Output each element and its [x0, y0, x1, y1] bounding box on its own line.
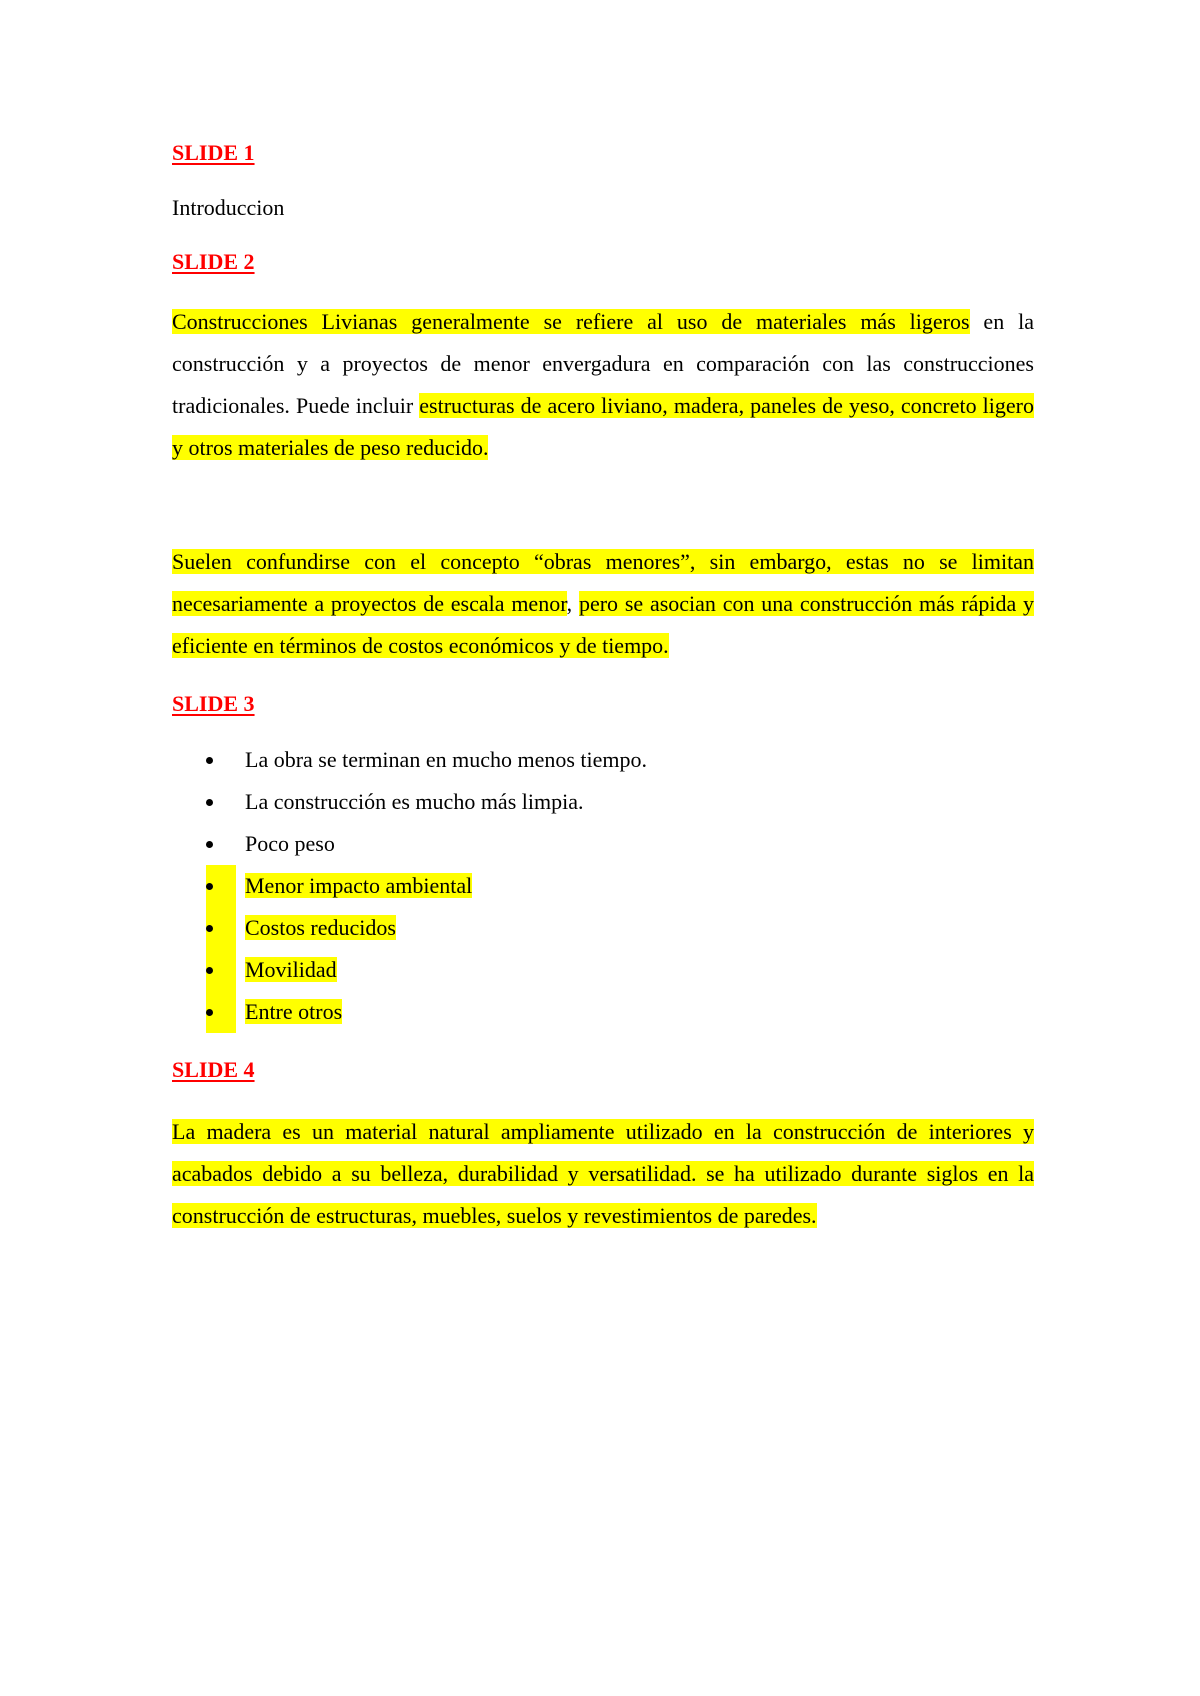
bullet-list-item	[172, 907, 1034, 949]
slide2-paragraph-2	[172, 541, 1034, 667]
plain-text: en la construcción y a proyectos de menor envergadura en comparación con las construcciones tradicionales. Puede incluir	[172, 309, 1034, 418]
highlighted-text: pero se asocian con una construcción más rápida y eficiente en términos de costos económicos y de tiempo.	[172, 591, 1035, 658]
bullet-icon	[206, 865, 236, 907]
slide2-heading: SLIDE 2	[172, 249, 255, 274]
slide1-heading: SLIDE 1	[172, 140, 255, 165]
bullet-text: Costos reducidos	[245, 915, 396, 940]
slide4-heading: SLIDE 4	[172, 1057, 255, 1082]
bullet-icon	[206, 739, 236, 781]
bullet-list-item	[172, 823, 1034, 865]
bullet-text: Menor impacto ambiental	[245, 873, 473, 898]
bullet-list-item	[172, 739, 1034, 781]
bullet-icon	[206, 781, 236, 823]
slide4-paragraph	[172, 1111, 1034, 1237]
slide3-heading: SLIDE 3	[172, 691, 255, 716]
bullet-text: Poco peso	[245, 831, 335, 856]
slide2-paragraph-1	[172, 301, 1034, 469]
bullet-text: La obra se terminan en mucho menos tiempo.	[245, 747, 647, 772]
bullet-text: La construcción es mucho más limpia.	[245, 789, 584, 814]
bullet-text: Entre otros	[245, 999, 343, 1024]
highlighted-text: Suelen confundirse con el concepto “obras menores”, sin embargo, estas no se limitan necesariamente a proyectos de escala menor	[172, 549, 1034, 616]
plain-text: ,	[566, 591, 579, 616]
bullet-icon	[206, 991, 236, 1033]
slide1-text: Introduccion	[172, 195, 285, 220]
bullet-list-item	[172, 949, 1034, 991]
highlighted-text: Construcciones Livianas generalmente se refiere al uso de materiales más ligeros	[172, 309, 970, 334]
bullet-list-item	[172, 865, 1034, 907]
bullet-list-item	[172, 781, 1034, 823]
bullet-icon	[206, 949, 236, 991]
bullet-list-item	[172, 991, 1034, 1033]
bullet-icon	[206, 823, 236, 865]
highlighted-text: estructuras de acero liviano, madera, paneles de yeso, concreto ligero y otros materiales de peso reducido.	[172, 393, 1035, 460]
slide3-bullet-list	[172, 739, 1034, 1033]
document-body	[172, 140, 1034, 1237]
highlighted-text: La madera es un material natural ampliamente utilizado en la construcción de interiores y acabados debido a su belleza, durabilidad y versatilidad. se ha utilizado durante siglos en la construcción de estructuras, muebles, suelos y revestimientos de paredes.	[172, 1119, 1034, 1228]
bullet-icon	[206, 907, 236, 949]
bullet-text: Movilidad	[245, 957, 337, 982]
